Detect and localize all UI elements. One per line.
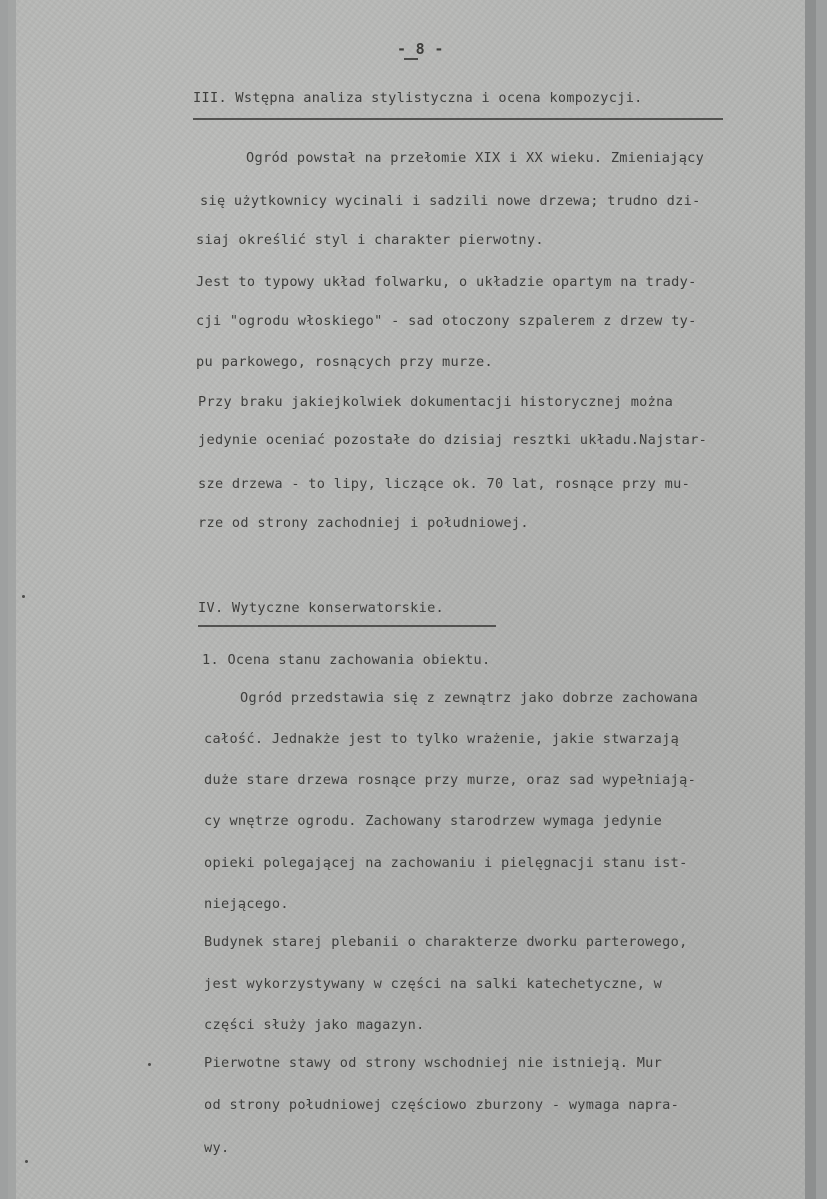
section-4-line: duże stare drzewa rosnące przy murze, oraz sad wypełniają- — [204, 772, 697, 788]
section-3-line: cji "ogrodu włoskiego" - sad otoczony szpalerem z drzew ty- — [196, 313, 697, 329]
section-3-line: Jest to typowy układ folwarku, o układzie opartym na trady- — [196, 274, 697, 290]
section-4-line: Budynek starej plebanii o charakterze dworku parterowego, — [204, 934, 688, 950]
section-3-heading: III. Wstępna analiza stylistyczna i ocena kompozycji. — [193, 90, 643, 106]
paper-speck — [25, 1160, 28, 1163]
page-edge-right — [805, 0, 816, 1199]
section-3-line: Przy braku jakiejkolwiek dokumentacji historycznej można — [198, 394, 674, 410]
section-3-heading-underline — [193, 118, 723, 120]
section-4-line: od strony południowej częściowo zburzony - wymaga napra- — [204, 1097, 680, 1113]
section-4-subheading: 1. Ocena stanu zachowania obiektu. — [202, 652, 491, 668]
section-3-line: siaj określić styl i charakter pierwotny. — [196, 232, 544, 248]
section-4-line: całość. Jednakże jest to tylko wrażenie, jakie stwarzają — [204, 731, 680, 747]
paper-speck — [22, 595, 25, 598]
section-4-line: cy wnętrze ogrodu. Zachowany starodrzew wymaga jedynie — [204, 813, 663, 829]
section-4-heading: IV. Wytyczne konserwatorskie. — [198, 600, 445, 616]
section-3-line: Ogród powstał na przełomie XIX i XX wieku. Zmieniający — [246, 150, 705, 166]
page-number-underline — [404, 58, 418, 60]
page-edge-left — [8, 0, 16, 1199]
page-number: - 8 - — [397, 40, 444, 58]
section-3-line: sze drzewa - to lipy, liczące ok. 70 lat, rosnące przy mu- — [198, 476, 691, 492]
section-3-line: się użytkownicy wycinali i sadzili nowe drzewa; trudno dzi- — [200, 193, 701, 209]
section-3-line: pu parkowego, rosnących przy murze. — [196, 354, 493, 370]
section-4-line: jest wykorzystywany w części na salki katechetyczne, w — [204, 976, 663, 992]
section-4-line: niejącego. — [204, 896, 289, 912]
section-4-line: wy. — [204, 1140, 230, 1156]
section-3-line: rze od strony zachodniej i południowej. — [198, 515, 529, 531]
section-4-line: części służy jako magazyn. — [204, 1017, 425, 1033]
paper-speck — [148, 1063, 151, 1066]
section-4-heading-underline — [198, 625, 496, 627]
section-4-line: opieki polegającej na zachowaniu i pielęgnacji stanu ist- — [204, 855, 688, 871]
section-4-line: Ogród przedstawia się z zewnątrz jako dobrze zachowana — [240, 690, 699, 706]
section-3-line: jedynie oceniać pozostałe do dzisiaj resztki układu.Najstar- — [198, 432, 708, 448]
section-4-line: Pierwotne stawy od strony wschodniej nie istnieją. Mur — [204, 1055, 663, 1071]
